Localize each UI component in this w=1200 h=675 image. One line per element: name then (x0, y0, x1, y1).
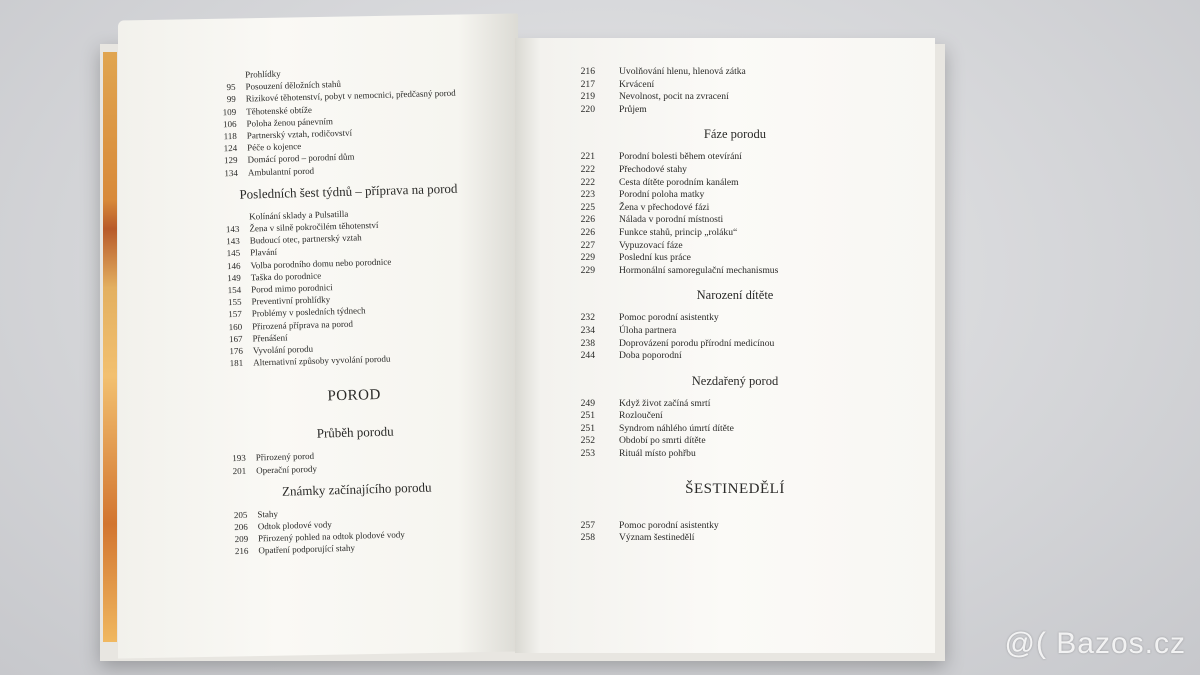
right-section3-list (565, 398, 905, 461)
toc-entry-title: Doba poporodní (619, 350, 682, 362)
right-section-heading-2: Narození dítěte (696, 288, 774, 303)
bazos-watermark: @( Bazos.cz (1004, 627, 1186, 660)
toc-page-number: 229 (580, 264, 595, 276)
right-section1-list (565, 151, 905, 277)
toc-entry-title: Nevolnost, pocit na zvracení (619, 91, 729, 103)
left-section-heading-1: Posledních šest týdnů – příprava na porod (239, 180, 458, 202)
toc-entry-title: Preventivní prohlídky (251, 294, 331, 307)
toc-entry-title: Prohlídky (245, 68, 281, 80)
left-section3-list (207, 501, 508, 558)
toc-entry (565, 240, 905, 253)
toc-page-number: 238 (580, 337, 595, 349)
toc-page-number: 206 (234, 521, 248, 533)
toc-entry (565, 520, 905, 533)
toc-page-number: 146 (226, 260, 241, 271)
toc-page-number: 129 (223, 155, 238, 166)
right-section-heading-3: Nezdařený porod (691, 373, 779, 388)
toc-entry-title: Hormonální samoregulační mechanismus (619, 264, 779, 276)
toc-entry-title: Porod mimo porodnici (251, 282, 333, 295)
toc-page-number: 193 (232, 453, 246, 464)
toc-page-number: 244 (580, 350, 595, 362)
toc-page-number: 220 (580, 103, 595, 115)
toc-entry-title: Taška do porodnice (250, 270, 322, 283)
toc-entry (565, 410, 905, 423)
toc-entry (565, 252, 905, 265)
toc-page-number: 217 (580, 78, 595, 90)
toc-entry-title: Pomoc porodní asistentky (619, 312, 719, 324)
toc-entry (565, 265, 905, 278)
toc-page-number: 227 (580, 239, 595, 251)
toc-entry-title: Plavání (249, 247, 278, 258)
toc-page-number: 124 (223, 143, 238, 154)
toc-page-number: 222 (580, 163, 595, 175)
toc-entry-title: Žena v přechodové fázi (619, 201, 710, 213)
toc-entry (565, 202, 905, 215)
toc-entry-title: Odtok plodové vody (257, 519, 332, 532)
toc-entry-title: Pomoc porodní asistentky (619, 519, 719, 531)
toc-entry-title: Význam šestinedělí (619, 532, 695, 544)
toc-page-number: 134 (224, 167, 239, 178)
toc-entry-title: Domácí porod – porodní dům (247, 152, 355, 165)
toc-entry (565, 423, 905, 436)
toc-entry-title: Ambulantní porod (247, 165, 315, 178)
toc-entry-title: Alternativní způsoby vyvolání porodu (253, 353, 391, 368)
toc-entry-title: Rizikové těhotenství, pobyt v nemocnici, předčasný porod (245, 88, 456, 104)
toc-entry-title: Žena v silně pokročilém těhotenství (249, 219, 379, 234)
toc-page-number: 99 (226, 94, 236, 105)
toc-entry-title: Kolínání sklady a Pulsatilla (248, 208, 349, 222)
left-section-heading-2: Průběh porodu (316, 424, 394, 442)
toc-page-number: 223 (580, 189, 595, 201)
toc-entry (565, 164, 905, 177)
toc-page-number: 252 (580, 435, 595, 447)
toc-entry-title: Úloha partnera (619, 324, 677, 336)
right-section2-list (565, 312, 905, 362)
toc-page-number: 109 (222, 106, 237, 117)
toc-page-number: 253 (580, 448, 595, 460)
toc-entry-title: Poslední kus práce (619, 252, 691, 264)
toc-page-number: 249 (580, 397, 595, 409)
toc-page-number: 251 (580, 422, 595, 434)
toc-entry-title: Přirozený porod (255, 451, 315, 463)
toc-entry-title: Průjem (619, 103, 647, 115)
toc-entry-title: Když život začíná smrtí (619, 397, 711, 409)
toc-entry (565, 66, 905, 79)
toc-page-number: 154 (227, 284, 242, 296)
toc-page-number: 219 (580, 91, 595, 103)
toc-entry-title: Volba porodního domu nebo porodnice (250, 256, 392, 271)
left-section2-list (206, 445, 507, 478)
toc-page-number: 201 (232, 465, 247, 476)
left-section1-list (199, 203, 503, 370)
toc-page-number: 221 (580, 151, 595, 163)
toc-entry-title: Opatření podporující stahy (258, 543, 356, 556)
toc-entry-title: Vyvolání porodu (252, 343, 314, 356)
toc-entry (565, 448, 905, 461)
toc-entry-title: Vypuzovací fáze (619, 239, 683, 251)
toc-entry-title: Posouzení děložních stahů (245, 79, 342, 92)
toc-entry (565, 325, 905, 338)
toc-page-number: 167 (228, 333, 243, 345)
toc-entry-title: Péče o kojence (247, 141, 302, 153)
toc-entry-title: Období po smrti dítěte (619, 435, 706, 447)
book-spine (103, 52, 117, 642)
toc-entry-title: Rituál místo pohřbu (619, 448, 696, 460)
toc-entry (565, 398, 905, 411)
toc-page-number: 229 (580, 252, 595, 264)
toc-entry-title: Budoucí otec, partnerský vztah (249, 232, 362, 246)
right-top-list (565, 66, 905, 116)
toc-entry-title: Krvácení (619, 78, 655, 90)
toc-page-number: 118 (223, 130, 237, 142)
toc-entry-title: Přirozený pohled na odtok plodové vody (257, 529, 405, 544)
toc-entry-title: Operační porody (256, 463, 318, 476)
toc-page-number: 216 (234, 546, 249, 557)
right-page-contents (565, 66, 905, 545)
toc-page-number: 234 (580, 324, 595, 336)
toc-entry-title: Uvolňování hlenu, hlenová zátka (619, 66, 746, 77)
toc-entry-title: Partnerský vztah, rodičovství (246, 127, 353, 141)
toc-entry (565, 435, 905, 448)
toc-entry (565, 104, 905, 117)
toc-entry (565, 350, 905, 363)
toc-entry-title: Těhotenské obtíže (246, 104, 313, 117)
toc-page-number: 232 (580, 312, 595, 324)
toc-page-number: 176 (229, 345, 243, 357)
toc-entry (565, 532, 905, 545)
toc-entry-title: Cesta dítěte porodním kanálem (619, 176, 739, 188)
left-top-list (195, 62, 498, 180)
toc-entry-title: Porodní poloha matky (619, 189, 705, 201)
toc-entry (565, 177, 905, 190)
toc-page-number: 205 (233, 509, 248, 520)
toc-entry (565, 79, 905, 92)
toc-page-number: 143 (226, 236, 240, 247)
toc-entry (565, 312, 905, 325)
toc-page-number: 145 (226, 248, 241, 259)
toc-page-number: 149 (227, 272, 241, 284)
toc-entry-title: Přechodové stahy (619, 163, 687, 175)
toc-page-number: 226 (580, 226, 595, 238)
toc-page-number: 258 (580, 532, 595, 544)
left-part-title: POROD (327, 387, 382, 405)
right-section4-list (565, 520, 905, 545)
toc-entry (565, 227, 905, 240)
toc-entry (565, 189, 905, 202)
toc-page-number: 160 (228, 321, 243, 332)
toc-entry-title: Stahy (257, 508, 279, 520)
toc-page-number: 181 (229, 358, 244, 369)
toc-page-number: 226 (580, 214, 595, 226)
toc-page-number: 251 (580, 410, 595, 422)
toc-page-number: 222 (580, 176, 595, 188)
toc-entry (565, 214, 905, 227)
toc-page-number: 225 (580, 201, 595, 213)
toc-entry (565, 91, 905, 104)
toc-page-number: 95 (226, 82, 236, 93)
toc-entry-title: Přenášení (252, 332, 288, 344)
toc-entry-title: Přirozená příprava na porod (252, 318, 353, 332)
right-part-title: ŠESTINEDĚLÍ (685, 480, 785, 497)
toc-entry-title: Funkce stahů, princip „roláku“ (619, 226, 738, 238)
toc-page-number: 216 (580, 66, 595, 77)
right-section-heading-1: Fáze porodu (703, 127, 767, 142)
toc-entry-title: Rozloučení (619, 410, 663, 422)
left-page-contents (195, 62, 509, 559)
toc-page-number: 143 (225, 223, 240, 235)
toc-entry-title: Problémy v posledních týdnech (251, 305, 366, 319)
toc-entry-title: Poloha ženou pánevním (246, 115, 334, 129)
toc-entry (565, 151, 905, 164)
toc-page-number: 157 (228, 309, 242, 320)
toc-entry-title: Syndrom náhlého úmrtí dítěte (619, 422, 734, 434)
toc-entry-title: Doprovázení porodu přírodní medicínou (619, 337, 775, 349)
left-section-heading-3: Známky začínajícího porodu (281, 479, 432, 499)
toc-page-number: 209 (234, 533, 249, 545)
toc-page-number: 106 (222, 118, 237, 130)
toc-page-number: 155 (227, 297, 242, 308)
toc-entry-title: Nálada v porodní místnosti (619, 214, 724, 226)
toc-entry-title: Porodní bolesti během otevírání (619, 151, 742, 163)
toc-entry (565, 338, 905, 351)
toc-page-number: 257 (580, 519, 595, 531)
